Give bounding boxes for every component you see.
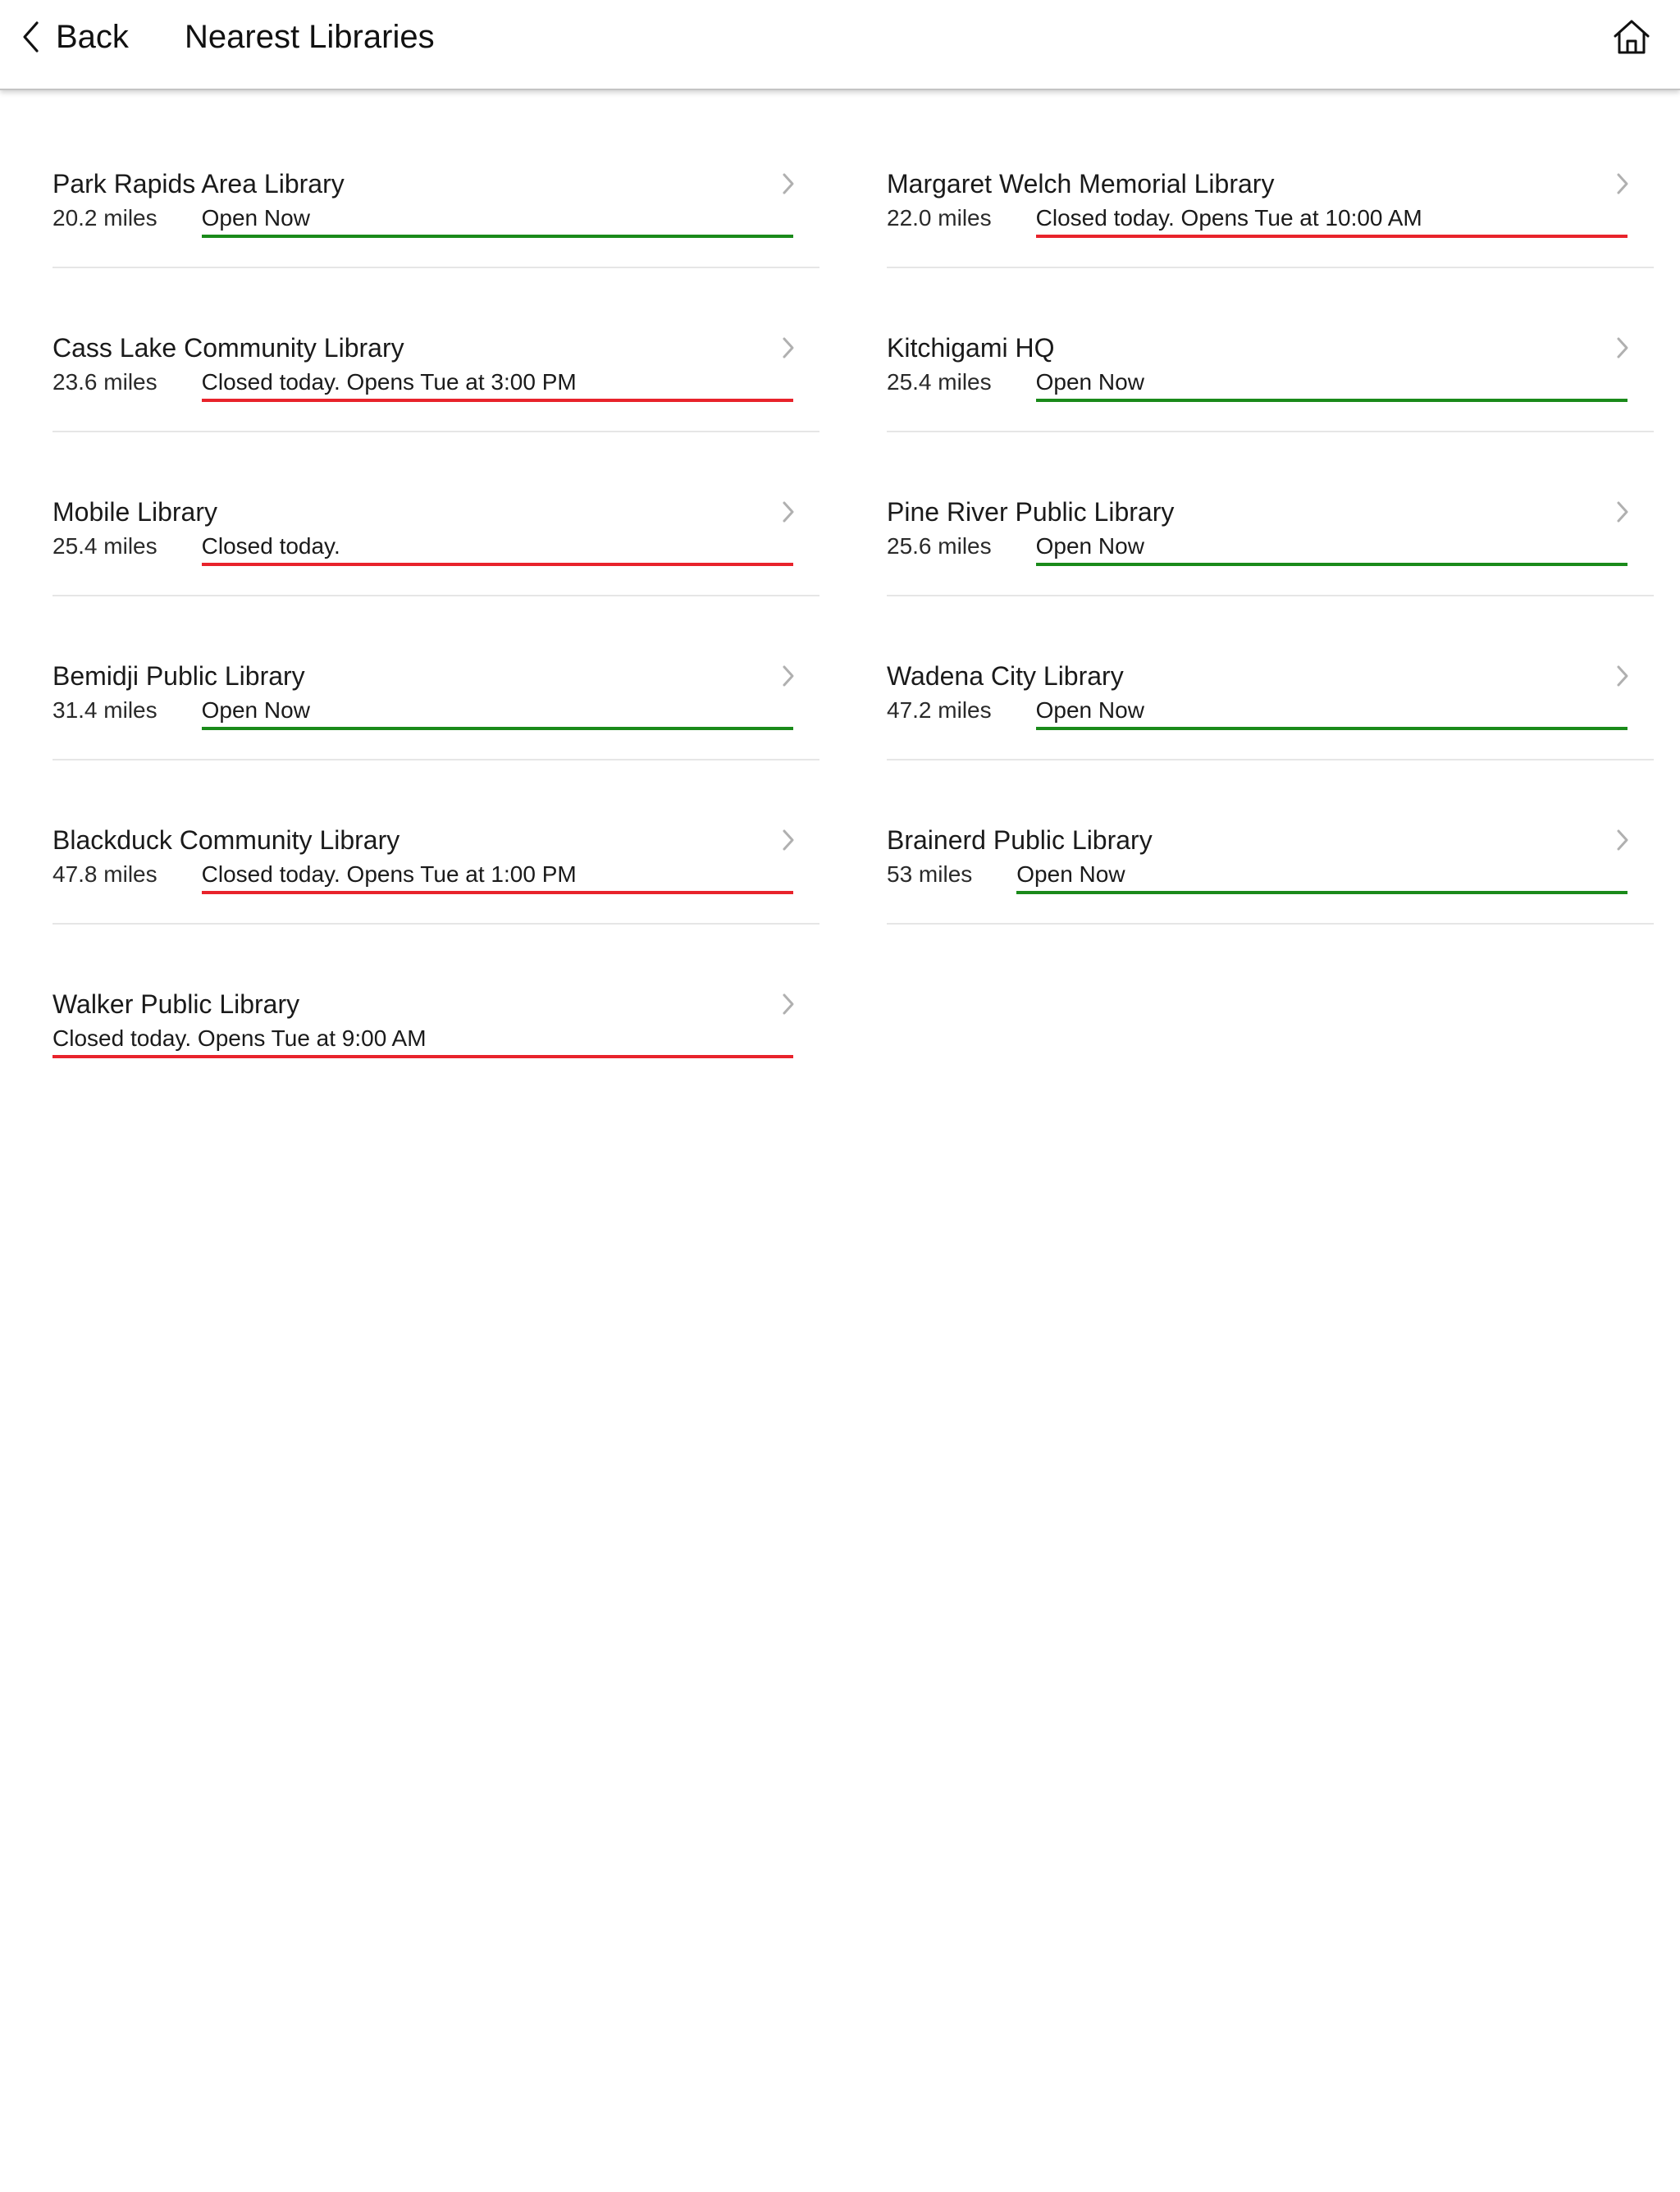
library-name: Margaret Welch Memorial Library [887, 169, 1275, 199]
library-meta [887, 203, 1628, 243]
chevron-right-icon [1616, 664, 1629, 687]
library-row[interactable] [52, 788, 819, 925]
library-status: Open Now [1036, 368, 1628, 402]
library-distance: 23.6 miles [52, 369, 158, 395]
library-meta [52, 532, 793, 571]
library-name: Mobile Library [52, 497, 217, 527]
library-row[interactable] [887, 295, 1654, 432]
library-distance: 22.0 miles [887, 205, 992, 231]
library-status: Closed today. Opens Tue at 10:00 AM [1036, 203, 1628, 238]
library-name: Bemidji Public Library [52, 661, 305, 691]
library-meta [52, 1024, 793, 1063]
library-meta [887, 696, 1628, 735]
library-meta [887, 368, 1628, 407]
library-distance: 25.6 miles [887, 533, 992, 559]
library-status: Closed today. Opens Tue at 3:00 PM [202, 368, 793, 402]
back-label: Back [56, 18, 129, 55]
chevron-right-icon [1616, 336, 1629, 359]
library-name: Walker Public Library [52, 989, 300, 1019]
library-meta [52, 368, 793, 407]
library-row[interactable] [887, 623, 1654, 760]
library-status: Closed today. Opens Tue at 1:00 PM [202, 860, 793, 894]
library-row[interactable] [887, 788, 1654, 925]
library-status: Closed today. Opens Tue at 9:00 AM [52, 1024, 793, 1058]
chevron-right-icon [782, 336, 795, 359]
library-name: Wadena City Library [887, 661, 1124, 691]
library-row[interactable] [52, 459, 819, 596]
library-status: Closed today. [202, 532, 793, 566]
home-icon [1611, 47, 1652, 61]
library-row[interactable] [52, 952, 819, 1087]
chevron-right-icon [782, 829, 795, 852]
library-status: Open Now [202, 696, 793, 730]
navigation-bar [0, 0, 1680, 90]
chevron-right-icon [1616, 829, 1629, 852]
library-row[interactable] [52, 131, 819, 268]
library-name: Kitchigami HQ [887, 333, 1055, 363]
library-distance: 47.8 miles [52, 861, 158, 887]
library-meta [52, 860, 793, 899]
library-meta [887, 860, 1628, 899]
library-status: Open Now [1016, 860, 1628, 894]
library-name: Cass Lake Community Library [52, 333, 404, 363]
library-distance: 20.2 miles [52, 205, 158, 231]
library-row[interactable] [887, 131, 1654, 268]
back-button[interactable] [21, 15, 129, 59]
chevron-right-icon [1616, 500, 1629, 523]
library-row[interactable] [52, 295, 819, 432]
library-name: Brainerd Public Library [887, 825, 1153, 855]
chevron-right-icon [782, 500, 795, 523]
library-name: Blackduck Community Library [52, 825, 400, 855]
chevron-right-icon [782, 172, 795, 195]
library-distance: 31.4 miles [52, 697, 158, 723]
chevron-right-icon [782, 993, 795, 1016]
home-button[interactable] [1611, 16, 1652, 57]
library-meta [52, 696, 793, 735]
library-status: Open Now [1036, 696, 1628, 730]
library-status: Open Now [202, 203, 793, 238]
library-meta [52, 203, 793, 243]
library-row[interactable] [52, 623, 819, 760]
page-title: Nearest Libraries [185, 19, 435, 55]
library-meta [887, 532, 1628, 571]
library-status: Open Now [1036, 532, 1628, 566]
chevron-right-icon [782, 664, 795, 687]
chevron-right-icon [1616, 172, 1629, 195]
chevron-left-icon [21, 21, 39, 53]
library-distance: 47.2 miles [887, 697, 992, 723]
library-row[interactable] [887, 459, 1654, 596]
library-name: Park Rapids Area Library [52, 169, 345, 199]
library-distance: 25.4 miles [887, 369, 992, 395]
library-distance: 53 miles [887, 861, 973, 887]
library-distance: 25.4 miles [52, 533, 158, 559]
library-name: Pine River Public Library [887, 497, 1175, 527]
